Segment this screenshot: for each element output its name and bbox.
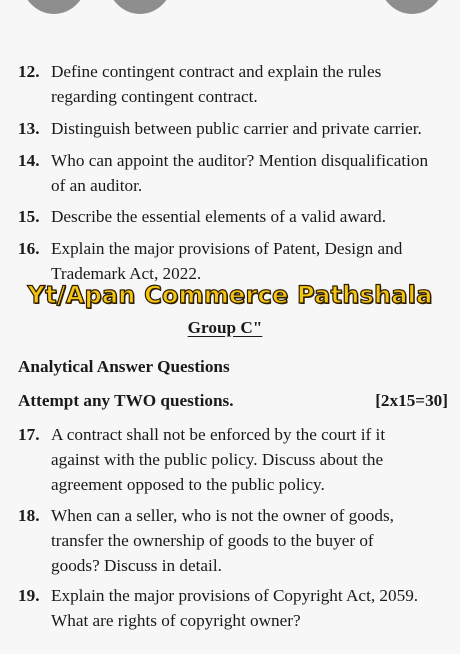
top-edge-shape-right [378,0,446,14]
question-number: 17. [18,425,40,444]
instruction-text: Attempt any TWO questions. [18,391,234,410]
section-title: Analytical Answer Questions [18,357,230,376]
question-text: Define contingent contract and explain the rules regarding contingent contract. [51,62,382,106]
question-text: A contract shall not be enforced by the court if it against with the public policy. Discuss about the agreement opposed to the public policy. [51,425,386,494]
question-number: 13. [18,119,40,138]
question-text: When can a seller, who is not the owner of goods, transfer the ownership of goods to the buyer of goods? Discuss in detail. [51,506,394,575]
question-number: 18. [18,506,40,525]
top-edge-shape-middle [106,0,174,14]
marks-allocation: [2x15=30] [375,391,448,410]
question-text: Who can appoint the auditor? Mention disqualification of an auditor. [51,151,429,195]
question-text: Explain the major provisions of Copyright Act, 2059. What are rights of copyright owner? [51,586,419,630]
question-text: Describe the essential elements of a valid award. [51,207,387,226]
question-number: 12. [18,62,40,81]
question-number: 14. [18,151,40,170]
top-edge-shape-left [20,0,88,14]
question-text: Distinguish between public carrier and private carrier. [51,119,422,138]
question-number: 15. [18,207,40,226]
group-heading: Group C" [187,318,263,337]
question-text: Explain the major provisions of Patent, Design and Trademark Act, 2022. [51,239,403,283]
channel-watermark: Yt/Apan Commerce Pathshala [27,281,433,309]
question-number: 16. [18,239,40,258]
question-number: 19. [18,586,40,605]
